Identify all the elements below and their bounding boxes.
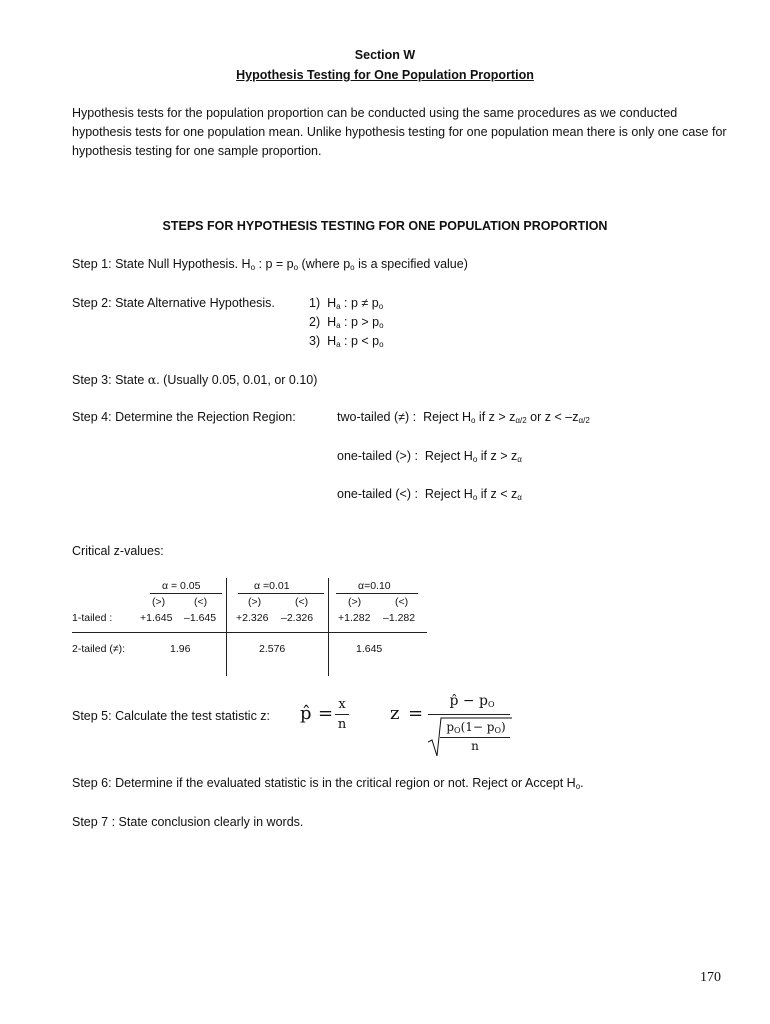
section-label: Section W xyxy=(354,48,416,62)
table-cell: –1.645 xyxy=(184,612,217,624)
step1-line xyxy=(72,257,468,272)
sign-header: (<) xyxy=(395,596,409,608)
sqrt-denominator-n: n xyxy=(471,739,479,753)
h0-symbol: $H_o$ : $p = p_o$ xyxy=(241,257,299,272)
step4-rule-one-tailed-left: one-tailed (<) : Reject $H_o$ if $z < z_\alpha$ xyxy=(337,487,522,502)
table-cell: 1.645 xyxy=(356,643,383,655)
step6-line: Step 6: Determine if the evaluated statistic is in the critical region or not. Reject or Accept $H_o$. xyxy=(72,776,584,791)
step5-label: Step 5: Calculate the test statistic z: xyxy=(72,709,271,723)
sqrt-numerator: $p_O(1- p_O)$ xyxy=(446,720,506,735)
sqrt-fraction-bar xyxy=(440,737,510,738)
alpha-header-001: α =0.01 xyxy=(254,580,290,592)
table-vline-2 xyxy=(328,578,329,676)
alpha-underline-3 xyxy=(336,593,418,594)
alpha-symbol: α xyxy=(147,372,157,387)
step2-alt-2: 2) $H_a$ : $p > p_o$ xyxy=(309,315,384,330)
alpha-header-005: α = 0.05 xyxy=(162,580,201,592)
step3-line: Step 3: State α. (Usually 0.05, 0.01, or 0.10) xyxy=(72,372,318,387)
table-cell: +1.282 xyxy=(338,612,371,624)
z-numerator: p̂ − $p_O$ xyxy=(449,693,495,709)
step7-line: Step 7 : State conclusion clearly in words. xyxy=(72,815,304,829)
equals-sign: = xyxy=(318,703,334,724)
equals-sign: = xyxy=(408,703,424,724)
step4-rule-one-tailed-right: one-tailed (>) : Reject $H_o$ if $z > z_\alpha$ xyxy=(337,449,522,464)
row-2-tailed-label: 2-tailed (≠): xyxy=(72,643,126,655)
table-cell: +2.326 xyxy=(236,612,269,624)
intro-paragraph: Hypothesis tests for the population proportion can be conducted using the same procedures as we conducted hypothesis tests for one population mean. Unlike hypothesis testing for one population mean there is only one case for hypothesis testing for one sample proportion. xyxy=(72,106,727,158)
phat-numerator-x: x xyxy=(338,697,346,712)
alpha-header-010: α=0.10 xyxy=(358,580,391,592)
table-cell: 2.576 xyxy=(259,643,286,655)
step1-note: (where $p_o$ is a specified value) xyxy=(298,257,468,272)
step2-alt-1: 1) $H_a$ : $p \ne p_o$ xyxy=(309,296,384,311)
phat-denominator-n: n xyxy=(337,717,347,732)
step2-label: Step 2: State Alternative Hypothesis. xyxy=(72,296,275,310)
step4-label: Step 4: Determine the Rejection Region: xyxy=(72,410,296,424)
step1-label: Step 1: State Null Hypothesis. xyxy=(72,257,239,271)
sign-header: (>) xyxy=(348,596,362,608)
phat-symbol: p̂ xyxy=(300,703,312,724)
sign-header: (<) xyxy=(194,596,208,608)
table-cell: –2.326 xyxy=(281,612,314,624)
alpha-underline-1 xyxy=(150,593,222,594)
step4-rule-two-tailed: two-tailed (≠) : Reject $H_o$ if $z > z_{\alpha/2}$ or $z < -z_{\alpha/2}$ xyxy=(337,410,590,425)
sign-header: (<) xyxy=(295,596,309,608)
sign-header: (>) xyxy=(248,596,262,608)
z-fraction-bar xyxy=(428,714,510,715)
phat-fraction-bar xyxy=(335,714,349,715)
table-cell: 1.96 xyxy=(170,643,191,655)
table-divider xyxy=(72,632,427,633)
page-title: Hypothesis Testing for One Population Proportion xyxy=(236,68,534,82)
table-cell: –1.282 xyxy=(383,612,416,624)
page-number: 170 xyxy=(700,970,721,985)
steps-heading: STEPS FOR HYPOTHESIS TESTING FOR ONE POPULATION PROPORTION xyxy=(162,219,608,233)
row-1-tailed-label: 1-tailed : xyxy=(72,612,113,624)
alpha-underline-2 xyxy=(238,593,324,594)
z-symbol: z xyxy=(390,703,400,724)
table-vline-1 xyxy=(226,578,227,676)
step2-alt-3: 3) $H_a$ : $p < p_o$ xyxy=(309,334,384,349)
critical-label: Critical z-values: xyxy=(72,544,164,558)
sign-header: (>) xyxy=(152,596,166,608)
table-cell: +1.645 xyxy=(140,612,173,624)
